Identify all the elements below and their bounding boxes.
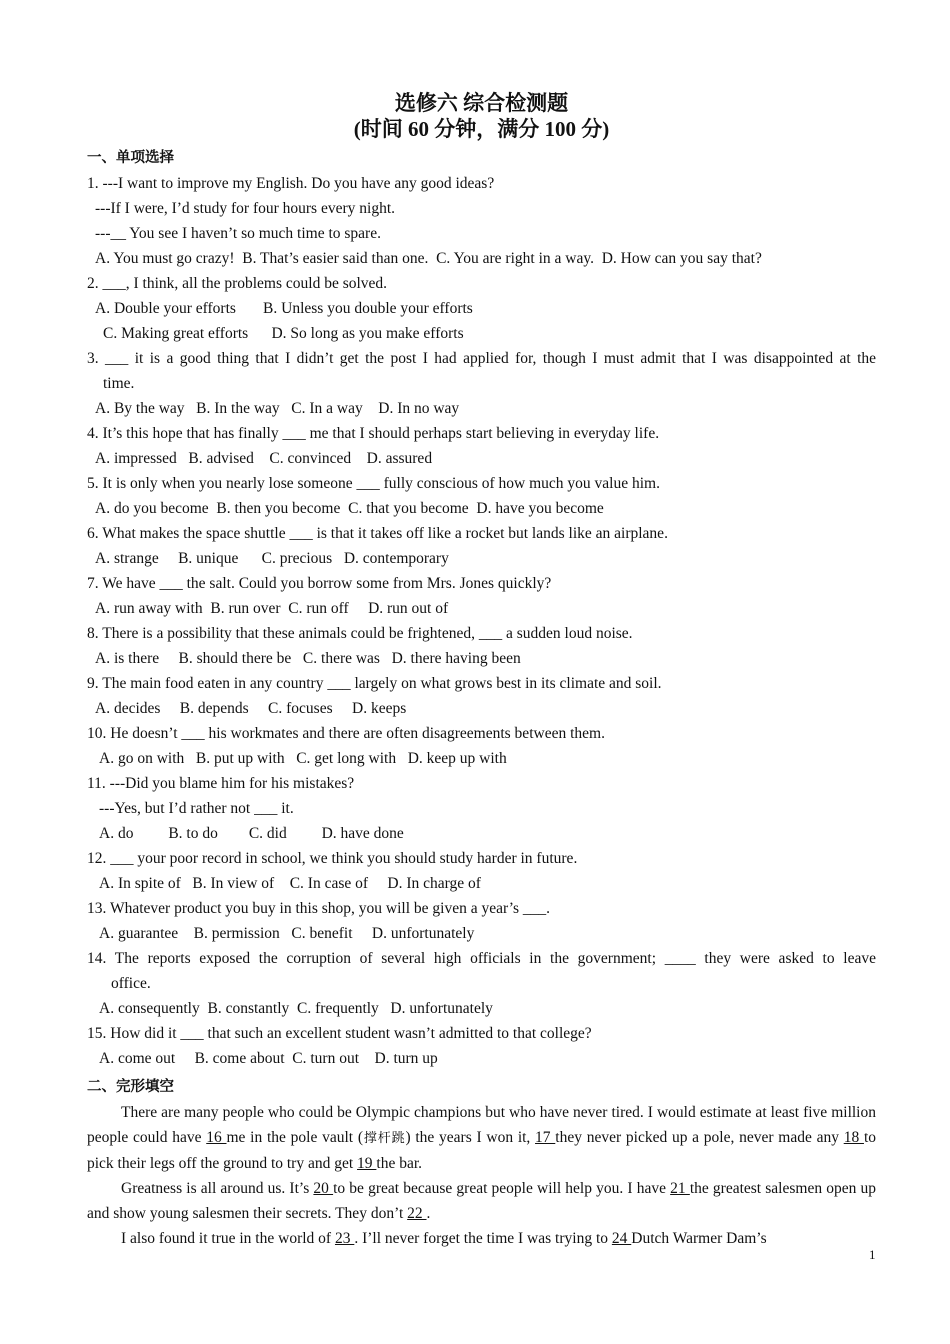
page-number: 1 xyxy=(869,1247,876,1262)
cloze-blank: 24 xyxy=(611,1230,632,1247)
options-line: A. guarantee B. permission C. benefit D. unfortunately xyxy=(99,925,475,942)
cloze-blank: 20 xyxy=(313,1180,334,1197)
question-line: 12. ___ your poor record in school, we think you should study harder in future. xyxy=(87,850,578,867)
options-line: A. strange B. unique C. precious D. contemporary xyxy=(95,550,449,567)
cloze-blank: 22 xyxy=(407,1205,427,1222)
options-line: A. By the way B. In the way C. In a way D. In no way xyxy=(95,400,460,417)
dialogue-line: ---Yes, but I’d rather not ___ it. xyxy=(99,800,294,817)
cloze-blank: 16 xyxy=(206,1129,227,1146)
cloze-blank: 19 xyxy=(357,1155,377,1172)
cloze-paragraph: I also found it true in the world of 23 . I’ll never forget the time I was trying to 24 Dutch Warmer Dam’s xyxy=(121,1230,767,1247)
options-line: A. go on with B. put up with C. get long with D. keep up with xyxy=(99,750,507,767)
document-page xyxy=(87,90,876,1251)
cloze-blank: 18 xyxy=(843,1129,864,1146)
options-line: A. You must go crazy! B. That’s easier said than one. C. You are right in a way. D. How can you say that? xyxy=(95,250,762,267)
dialogue-line: ---__ You see I haven’t so much time to spare. xyxy=(95,225,381,242)
options-line: A. do B. to do C. did D. have done xyxy=(99,825,404,842)
options-line: A. do you become B. then you become C. that you become D. have you become xyxy=(95,500,604,517)
cloze-paragraph: There are many people who could be Olympic champions but who have never tired. I would estimate at least five million people could have 16 me in the pole vault (撑杆跳) the years I won it, 17 they never picked up a pole, never made any 18 to pick their legs off the ground to try and get 19 the bar. xyxy=(87,1104,877,1172)
question-line: 4. It’s this hope that has finally ___ me that I should perhaps start believing in everyday life. xyxy=(87,425,660,442)
question-line: 2. ___, I think, all the problems could be solved. xyxy=(87,275,388,292)
question-line: 11. ---Did you blame him for his mistakes? xyxy=(87,775,355,792)
document-subtitle: (时间 60 分钟，满分 100 分) xyxy=(353,117,610,141)
question-line: 1. ---I want to improve my English. Do you have any good ideas? xyxy=(87,175,495,192)
question-line: 15. How did it ___ that such an excellent student wasn’t admitted to that college? xyxy=(87,1025,592,1042)
cloze-paragraph: Greatness is all around us. It’s 20 to be great because great people will help you. I have 21 the greatest salesmen open up and show young salesmen their secrets. They don’t 22 . xyxy=(87,1180,877,1222)
options-line: A. is there B. should there be C. there was D. there having been xyxy=(95,650,521,667)
question-line: 8. There is a possibility that these animals could be frightened, ___ a sudden loud noise. xyxy=(87,625,633,642)
options-line: C. Making great efforts D. So long as you make efforts xyxy=(103,325,464,342)
question-line: 6. What makes the space shuttle ___ is that it takes off like a rocket but lands like an airplane. xyxy=(87,525,668,542)
question-line: 9. The main food eaten in any country ___ largely on what grows best in its climate and soil. xyxy=(87,675,662,692)
document-title: 选修六 综合检测题 xyxy=(394,91,569,115)
section-heading-multiple-choice: 一、单项选择 xyxy=(87,150,174,166)
question-line: 5. It is only when you nearly lose someone ___ fully conscious of how much you value him. xyxy=(87,475,660,492)
options-line: A. come out B. come about C. turn out D. turn up xyxy=(99,1050,438,1067)
options-line: A. run away with B. run over C. run off D. run out of xyxy=(95,600,449,617)
section-heading-cloze: 二、完形填空 xyxy=(87,1079,174,1095)
question-continuation: time. xyxy=(103,375,135,392)
options-line: A. Double your efforts B. Unless you double your efforts xyxy=(95,300,473,317)
cloze-blank: 17 xyxy=(535,1129,556,1146)
options-line: A. In spite of B. In view of C. In case of D. In charge of xyxy=(99,875,481,892)
options-line: A. consequently B. constantly C. frequently D. unfortunately xyxy=(99,1000,493,1017)
question-continuation: office. xyxy=(111,975,151,992)
question-line: 3. ___ it is a good thing that I didn’t get the post I had applied for, though I must admit that I was disappointed at the xyxy=(87,350,876,367)
question-line: 13. Whatever product you buy in this shop, you will be given a year’s ___. xyxy=(87,900,551,917)
cloze-blank: 21 xyxy=(670,1180,690,1197)
question-line: 10. He doesn’t ___ his workmates and there are often disagreements between them. xyxy=(87,725,605,742)
options-line: A. impressed B. advised C. convinced D. assured xyxy=(95,450,433,467)
options-line: A. decides B. depends C. focuses D. keeps xyxy=(95,700,407,717)
dialogue-line: ---If I were, I’d study for four hours every night. xyxy=(95,200,395,217)
cloze-blank: 23 xyxy=(334,1230,355,1247)
question-line: 14. The reports exposed the corruption of several high officials in the government; ____ they were asked to leave xyxy=(87,950,876,967)
question-line: 7. We have ___ the salt. Could you borrow some from Mrs. Jones quickly? xyxy=(87,575,552,592)
